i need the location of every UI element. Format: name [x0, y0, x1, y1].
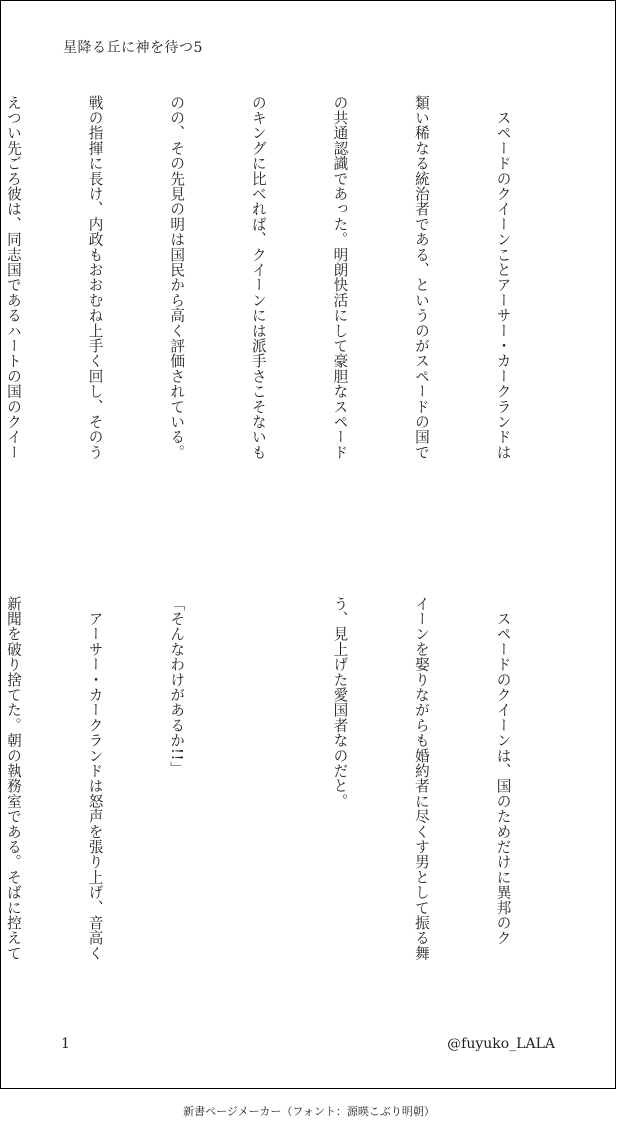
text-block-bottom [0, 596, 571, 1036]
text-line: アーサー・カークランドは怒声を張り上げ、音高く [86, 596, 104, 961]
text-line: えつい先ごろ彼は、同志国であるハートの国のクイー [4, 95, 22, 460]
text-block-top [0, 95, 571, 555]
text-line: の共通認識であった。明朗快活にして豪胆なスペード [331, 95, 349, 460]
text-line: 類い稀なる統治者である、というのがスペードの国で [412, 95, 430, 460]
page-header-title: 星降る丘に神を待つ5 [63, 40, 203, 56]
text-line-blank [245, 596, 272, 1036]
text-line: 戦の指揮に長け、内政もおおむね上手く回し、そのう [86, 95, 104, 460]
text-line: 「そんなわけがあるか!!」 [168, 596, 186, 777]
text-line: スペードのクイーンは、国のためだけに異邦のク [494, 596, 512, 946]
text-line: う、見上げた愛国者なのだと。 [331, 596, 349, 809]
text-line: のの、その先見の明は国民から高く評価されている。 [168, 95, 186, 460]
text-line: イーンを娶りながらも婚約者に尽くす男として振る舞 [412, 596, 430, 961]
text-line: スペードのクイーンことアーサー・カークランドは [494, 95, 512, 460]
page-number: 1 [61, 1036, 70, 1052]
generator-credit: 新書ページメーカー（フォント：源暎こぶり明朝） [183, 1105, 435, 1118]
text-line: のキングに比べれば、クイーンには派手さこそないも [249, 95, 267, 460]
text-line: 新聞を破り捨てた。朝の執務室である。そばに控えて [4, 596, 22, 961]
author-handle: @fuyuko_LALA [447, 1036, 555, 1052]
